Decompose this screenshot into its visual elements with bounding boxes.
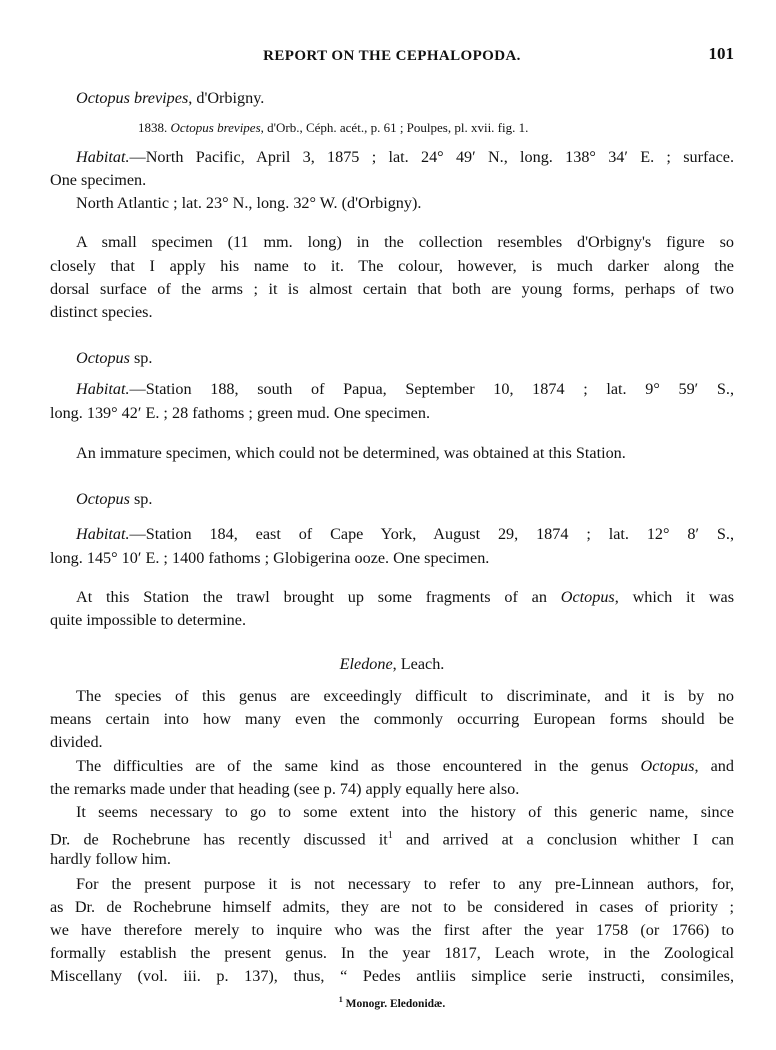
habitat-line: One specimen. [50, 171, 147, 189]
genus-heading: Eledone, Leach. [339, 655, 445, 673]
paragraph-line: means certain into how many even the commonly occurring European forms should be [50, 710, 734, 728]
paragraph-line: The difficulties are of the same kind as those encountered in the genus Octopus, and [76, 757, 734, 775]
document-page [50, 0, 734, 1050]
paragraph-line: divided. [50, 733, 103, 751]
paragraph-line: we have therefore merely to inquire who was the first after the year 1758 (or 1766) to [50, 921, 734, 939]
paragraph-line: quite impossible to determine. [50, 611, 247, 629]
footnote: $^1$ Monogr. Eledonidæ. [338, 995, 446, 1010]
paragraph-line: Dr. de Rochebrune has recently discussed $it^1$ and arrived at a conclusion whither I can [50, 830, 734, 849]
paragraph-line: formally establish the present genus. In the year 1817, Leach wrote, in the Zoological [50, 944, 734, 962]
paragraph-line: as Dr. de Rochebrune himself admits, they are not to be considered in cases of priority ; [50, 898, 734, 916]
habitat-line: North Atlantic ; lat. 23° N., long. 32° W. (d'Orbigny). [76, 194, 422, 212]
paragraph-line: Miscellany (vol. iii. p. 137), thus, “ Pedes antliis simplice serie instructi, consimiles, [50, 967, 734, 985]
habitat-line: long. 145° 10′ E. ; 1400 fathoms ; Globigerina ooze. One specimen. [50, 549, 490, 567]
paragraph-line: distinct species. [50, 303, 153, 321]
paragraph-line: closely that I apply his name to it. The colour, however, is much darker along the [50, 257, 734, 275]
paragraph-line: An immature specimen, which could not be determined, was obtained at this Station. [76, 444, 626, 462]
paragraph-line: hardly follow him. [50, 850, 171, 868]
running-header: REPORT ON THE CEPHALOPODA. [263, 48, 521, 64]
citation: 1838. Octopus brevipes, d'Orb., Céph. acét., p. 61 ; Poulpes, pl. xvii. fig. 1. [138, 120, 529, 135]
species-heading: Octopus sp. [76, 349, 153, 367]
paragraph-line: The species of this genus are exceedingly difficult to discriminate, and it is by no [76, 687, 734, 705]
paragraph-line: dorsal surface of the arms ; it is almost certain that both are young forms, perhaps of two [50, 280, 734, 298]
paragraph-line: At this Station the trawl brought up some fragments of an Octopus, which it was [76, 588, 734, 606]
page-number: 101 [708, 44, 734, 63]
habitat-line: Habitat.—North Pacific, April 3, 1875 ; lat. 24° 49′ N., long. 138° 34′ E. ; surface. [76, 148, 734, 166]
paragraph-line: For the present purpose it is not necessary to refer to any pre-Linnean authors, for, [76, 875, 734, 893]
habitat-line: Habitat.—Station 184, east of Cape York, August 29, 1874 ; lat. 12° 8′ S., [76, 525, 734, 543]
paragraph-line: A small specimen (11 mm. long) in the collection resembles d'Orbigny's figure so [76, 233, 734, 251]
paragraph-line: the remarks made under that heading (see p. 74) apply equally here also. [50, 780, 520, 798]
footnote-ref: 1 [387, 830, 393, 841]
habitat-line: long. 139° 42′ E. ; 28 fathoms ; green mud. One specimen. [50, 404, 431, 422]
habitat-line: Habitat.—Station 188, south of Papua, September 10, 1874 ; lat. 9° 59′ S., [76, 380, 734, 398]
paragraph-line: It seems necessary to go to some extent into the history of this generic name, since [76, 803, 734, 821]
species-heading: Octopus brevipes, d'Orbigny. [76, 89, 265, 107]
species-heading: Octopus sp. [76, 490, 153, 508]
